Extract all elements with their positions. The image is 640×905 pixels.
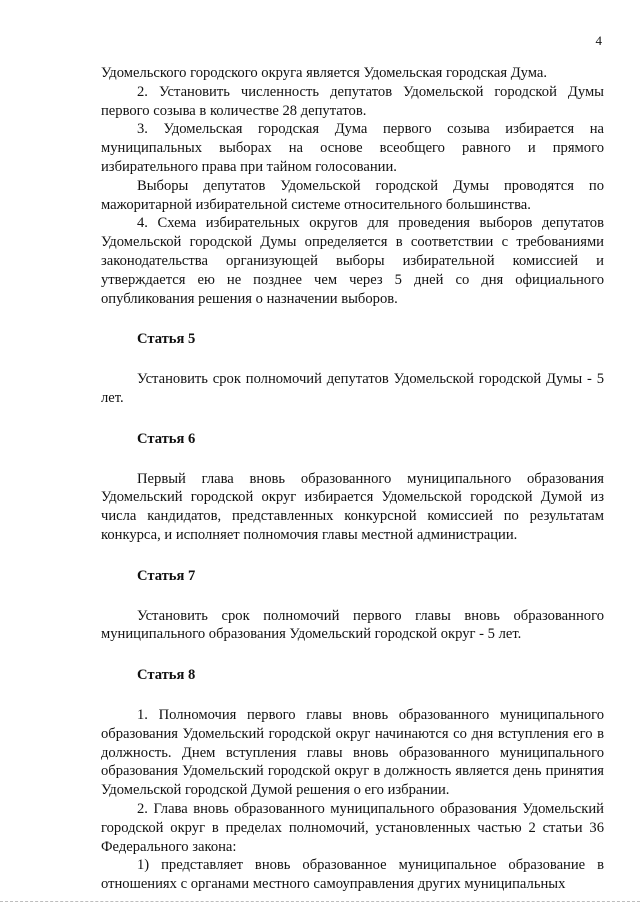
- document-body: [101, 64, 604, 894]
- article-8-subclause-1: 1) представляет вновь образованное муниципальное образование в отношениях с органами местного самоуправления других муниципальных: [101, 857, 604, 893]
- article-6-text: Первый глава вновь образованного муниципального образования Удомельский городской округ избирается Удомельской городской Думой из числа кандидатов, представленных конкурсной комиссией по результатам конкурса, и исполняет полномочия главы местной администрации.: [101, 470, 604, 543]
- article-5-heading: Статья 5: [137, 331, 196, 348]
- paragraph-clause-4: 4. Схема избирательных округов для проведения выборов депутатов Удомельской городской Думы определяется в соответствии с требованиями законодательства организующей выборы избирательной комиссией и утверждается ею не позднее чем через 5 дней со дня официального опубликования решения о назначении выборов.: [101, 215, 604, 307]
- article-6-heading: Статья 6: [137, 430, 196, 447]
- article-7-text: Установить срок полномочий первого главы вновь образованного муниципального образования Удомельский городской округ - 5 лет.: [101, 607, 604, 643]
- article-5-text: Установить срок полномочий депутатов Удомельской городской Думы - 5 лет.: [101, 371, 604, 406]
- paragraph-clause-2: 2. Установить численность депутатов Удомельской городской Думы первого созыва в количестве 28 депутатов.: [101, 83, 604, 119]
- article-8-heading: Статья 8: [137, 667, 196, 684]
- paragraph-elections: Выборы депутатов Удомельской городской Думы проводятся по мажоритарной избирательной системе относительного большинства.: [101, 177, 604, 213]
- paragraph-clause-3: 3. Удомельская городская Дума первого созыва избирается на муниципальных выборах на основе всеобщего равного и прямого избирательного права при тайном голосовании.: [101, 121, 604, 175]
- article-8-clause-1: 1. Полномочия первого главы вновь образованного муниципального образования Удомельский городской округ начинаются со дня вступления его в должность. Днем вступления главы вновь образованного муниципального образования Удомельский городской округ в должность является день принятия Удомельской городской Думой решения о его избрании.: [101, 706, 604, 799]
- article-8-clause-2: 2. Глава вновь образованного муниципального образования Удомельский городской округ в пределах полномочий, установленных частью 2 статьи 36 Федерального закона:: [101, 800, 604, 855]
- scan-bottom-edge: [0, 901, 640, 902]
- page-number: 4: [595, 33, 602, 48]
- paragraph-continuation: Удомельского городского округа является Удомельская городская Дума.: [101, 65, 548, 81]
- article-7-heading: Статья 7: [137, 567, 196, 584]
